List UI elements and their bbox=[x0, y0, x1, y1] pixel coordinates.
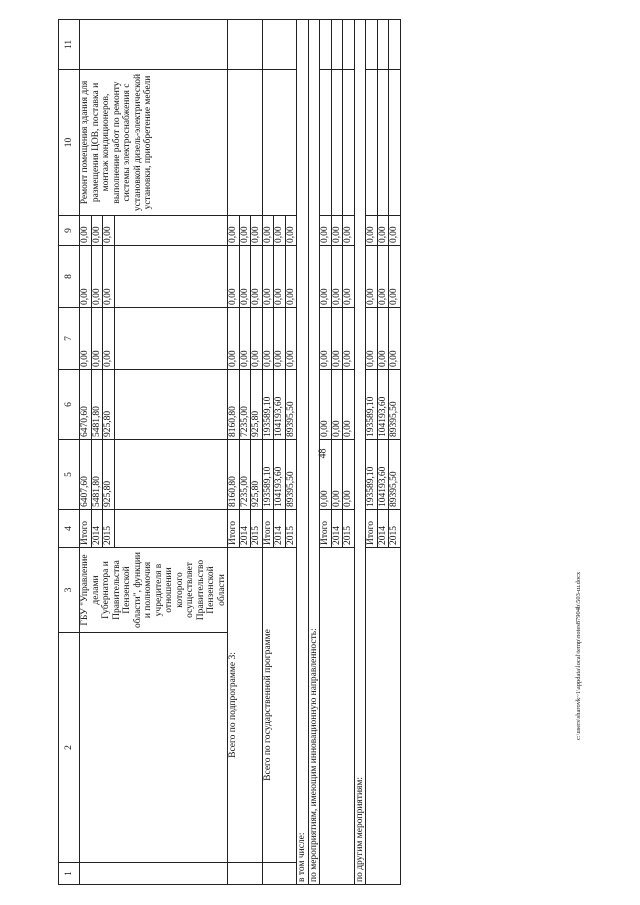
header-col-10: 10 bbox=[59, 70, 80, 216]
value-cell: 0,00 bbox=[320, 440, 332, 510]
value-cell: 193589,10 bbox=[366, 370, 378, 440]
year-cell: 2015 bbox=[343, 510, 355, 548]
value-cell: 0,00 bbox=[366, 246, 378, 308]
value-cell: 0,00 bbox=[377, 246, 389, 308]
value-cell: 7235,00 bbox=[239, 440, 251, 510]
org-cell: ГБУ "Управление делами Губернатора и Правительства Пензенской области", функции и полномочия учредителя в отношении которого осуществляет Правительство Пензенской области bbox=[80, 548, 228, 633]
value-cell: 0,00 bbox=[91, 216, 103, 246]
value-cell: 0,00 bbox=[228, 308, 240, 370]
value-cell: 0,00 bbox=[251, 216, 263, 246]
value-cell: 925,80 bbox=[103, 370, 115, 440]
value-cell: 104193,60 bbox=[274, 370, 286, 440]
value-cell: 0,00 bbox=[274, 246, 286, 308]
value-cell: 0,00 bbox=[343, 308, 355, 370]
value-cell: 0,00 bbox=[239, 308, 251, 370]
value-cell: 0,00 bbox=[343, 370, 355, 440]
value-cell: 6407,60 bbox=[80, 440, 92, 510]
year-cell: 2014 bbox=[91, 510, 103, 548]
value-cell: 104193,60 bbox=[274, 440, 286, 510]
value-cell: 0,00 bbox=[389, 308, 401, 370]
year-cell: Итого bbox=[262, 510, 274, 548]
year-cell: 2015 bbox=[103, 510, 115, 548]
header-col-3: 3 bbox=[59, 548, 80, 633]
value-cell: 0,00 bbox=[366, 308, 378, 370]
value-cell: 0,00 bbox=[343, 440, 355, 510]
value-cell: 0,00 bbox=[389, 216, 401, 246]
value-cell: 89395,50 bbox=[285, 440, 297, 510]
year-cell: Итого bbox=[80, 510, 92, 548]
year-cell: 2014 bbox=[377, 510, 389, 548]
including-label: в том числе: bbox=[297, 20, 309, 885]
header-col-8: 8 bbox=[59, 246, 80, 308]
value-cell: 0,00 bbox=[262, 246, 274, 308]
value-cell: 0,00 bbox=[285, 246, 297, 308]
value-cell: 6470,60 bbox=[80, 370, 92, 440]
value-cell: 0,00 bbox=[228, 216, 240, 246]
value-cell: 0,00 bbox=[377, 308, 389, 370]
value-cell: 5481,80 bbox=[91, 440, 103, 510]
value-cell: 0,00 bbox=[239, 216, 251, 246]
year-cell: Итого bbox=[366, 510, 378, 548]
value-cell: 0,00 bbox=[320, 216, 332, 246]
table-row bbox=[228, 20, 240, 885]
value-cell: 925,80 bbox=[251, 440, 263, 510]
header-col-9: 9 bbox=[59, 216, 80, 246]
value-cell: 0,00 bbox=[320, 246, 332, 308]
note-cell: Ремонт помещения здания для размещения ЦОВ, поставка и монтаж кондиционеров, выполнение работ по ремонту системы электроснабжения с установкой дизель-электрической установки, приобретение мебели bbox=[80, 70, 228, 216]
header-col-1: 1 bbox=[59, 863, 80, 885]
innovation-label: по мероприятиям, имеющим инновационную направленность: bbox=[308, 20, 320, 885]
value-cell: 8160,80 bbox=[228, 370, 240, 440]
value-cell: 0,00 bbox=[377, 216, 389, 246]
program-table bbox=[58, 19, 401, 885]
value-cell: 0,00 bbox=[91, 246, 103, 308]
value-cell: 193589,10 bbox=[366, 440, 378, 510]
value-cell: 0,00 bbox=[343, 216, 355, 246]
value-cell: 0,00 bbox=[80, 308, 92, 370]
value-cell: 925,80 bbox=[251, 370, 263, 440]
table-row bbox=[320, 20, 332, 885]
value-cell: 925,80 bbox=[103, 440, 115, 510]
value-cell: 193589,10 bbox=[262, 370, 274, 440]
value-cell: 0,00 bbox=[320, 370, 332, 440]
table-row bbox=[366, 20, 378, 885]
year-cell: 2015 bbox=[251, 510, 263, 548]
year-cell: 2015 bbox=[285, 510, 297, 548]
header-col-7: 7 bbox=[59, 308, 80, 370]
value-cell: 0,00 bbox=[285, 308, 297, 370]
value-cell: 0,00 bbox=[228, 246, 240, 308]
value-cell: 104193,60 bbox=[377, 370, 389, 440]
value-cell: 0,00 bbox=[103, 246, 115, 308]
subprogram-total-label: Всего по подпрограмме 3: bbox=[228, 548, 263, 863]
value-cell: 0,00 bbox=[366, 216, 378, 246]
value-cell: 0,00 bbox=[331, 440, 343, 510]
table-row bbox=[354, 20, 366, 885]
value-cell: 0,00 bbox=[91, 308, 103, 370]
value-cell: 0,00 bbox=[103, 216, 115, 246]
page-number: 48 bbox=[317, 448, 329, 459]
value-cell: 104193,60 bbox=[377, 440, 389, 510]
value-cell: 89395,50 bbox=[389, 440, 401, 510]
value-cell: 0,00 bbox=[320, 308, 332, 370]
header-col-5: 5 bbox=[59, 440, 80, 510]
year-cell: Итого bbox=[320, 510, 332, 548]
year-cell: 2014 bbox=[331, 510, 343, 548]
year-cell: 2014 bbox=[239, 510, 251, 548]
value-cell: 0,00 bbox=[80, 216, 92, 246]
year-cell: 2015 bbox=[389, 510, 401, 548]
value-cell: 0,00 bbox=[343, 246, 355, 308]
header-col-4: 4 bbox=[59, 510, 80, 548]
header-col-11: 11 bbox=[59, 20, 80, 70]
value-cell: 0,00 bbox=[285, 216, 297, 246]
value-cell: 0,00 bbox=[103, 308, 115, 370]
value-cell: 193589,10 bbox=[262, 440, 274, 510]
table-row bbox=[80, 20, 92, 885]
value-cell: 89395,50 bbox=[389, 370, 401, 440]
header-col-2: 2 bbox=[59, 633, 80, 863]
value-cell: 0,00 bbox=[80, 246, 92, 308]
table-row bbox=[262, 20, 274, 885]
value-cell: 0,00 bbox=[331, 308, 343, 370]
state-program-total-label: Всего по государственной программе bbox=[262, 548, 297, 863]
value-cell: 0,00 bbox=[251, 246, 263, 308]
value-cell: 0,00 bbox=[251, 308, 263, 370]
value-cell: 0,00 bbox=[262, 308, 274, 370]
table-row bbox=[297, 20, 309, 885]
table-row bbox=[308, 20, 320, 885]
header-row bbox=[59, 20, 80, 885]
value-cell: 5481,80 bbox=[91, 370, 103, 440]
value-cell: 0,00 bbox=[274, 216, 286, 246]
value-cell: 0,00 bbox=[331, 246, 343, 308]
year-cell: 2014 bbox=[274, 510, 286, 548]
value-cell: 0,00 bbox=[331, 370, 343, 440]
value-cell: 8160,80 bbox=[228, 440, 240, 510]
value-cell: 0,00 bbox=[239, 246, 251, 308]
value-cell: 0,00 bbox=[389, 246, 401, 308]
other-activities-label: по другим мероприятиям: bbox=[354, 20, 366, 885]
document-file-path: c:\users\sharovk~1\appdata\local\temp\notes87904b\503-ш.docx bbox=[575, 571, 582, 740]
rotated-sheet bbox=[58, 20, 603, 885]
value-cell: 0,00 bbox=[274, 308, 286, 370]
value-cell: 89395,50 bbox=[285, 370, 297, 440]
year-cell: Итого bbox=[228, 510, 240, 548]
value-cell: 0,00 bbox=[331, 216, 343, 246]
value-cell: 7235,00 bbox=[239, 370, 251, 440]
value-cell: 0,00 bbox=[262, 216, 274, 246]
header-col-6: 6 bbox=[59, 370, 80, 440]
